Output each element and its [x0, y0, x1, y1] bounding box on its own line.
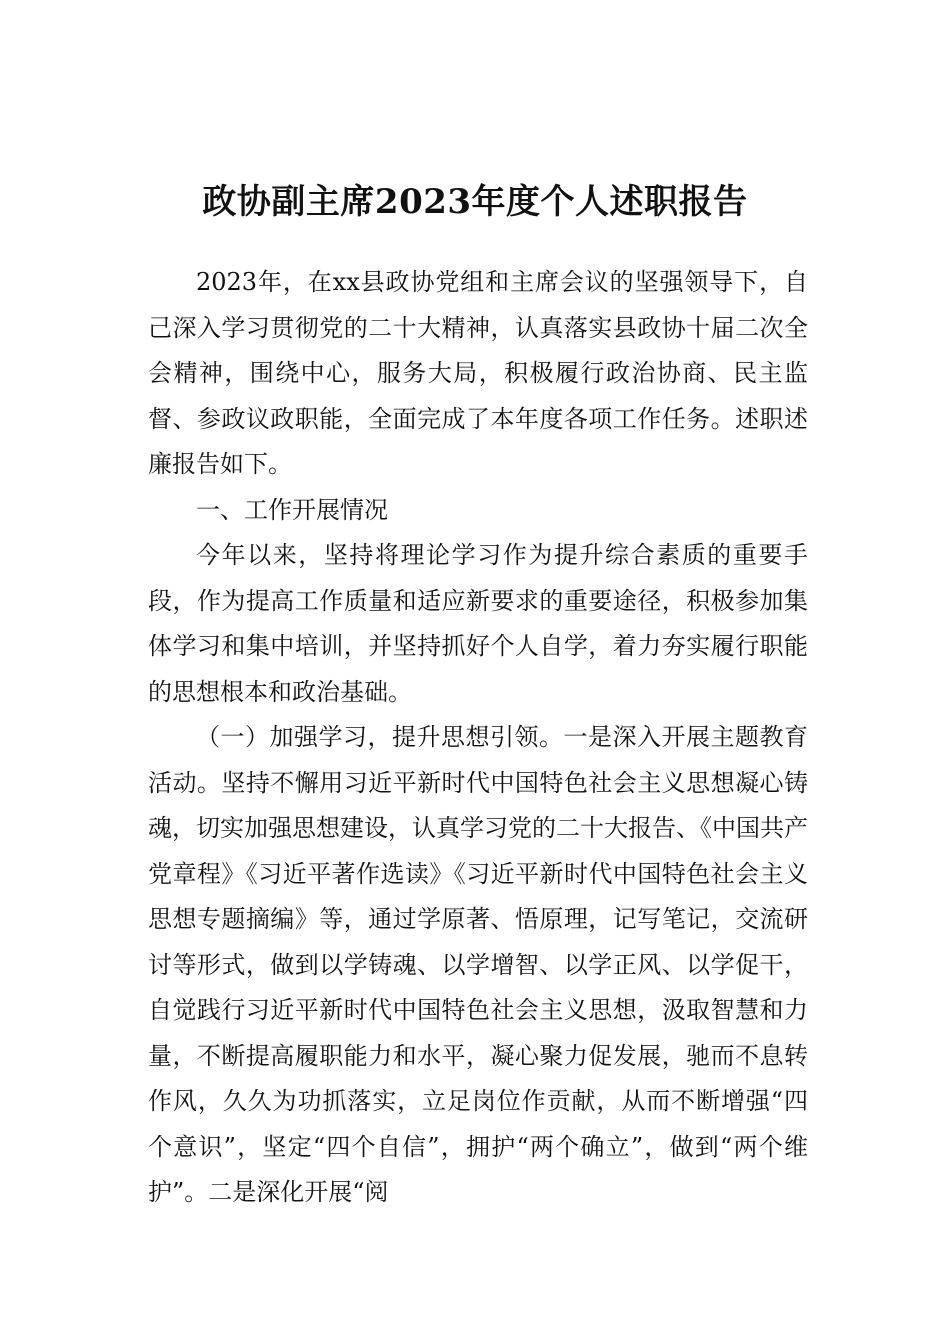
document-title: 政协副主席2023年度个人述职报告	[202, 182, 748, 222]
section-heading: 一、工作开展情况	[196, 495, 388, 524]
body-paragraph: 今年以来，坚持将理论学习作为提升综合素质的重要手段，作为提高工作质量和适应新要求的重要途径，积极参加集体学习和集中培训，并坚持抓好个人自学，着力夯实履行职能的思想根本和政治基础。	[148, 541, 808, 706]
body-paragraph: （一）加强学习，提升思想引领。一是深入开展主题教育活动。坚持不懈用习近平新时代中国特色社会主义思想凝心铸魂，切实加强思想建设，认真学习党的二十大报告、《中国共产党章程》《习近平著作选读》《习近平新时代中国特色社会主义思想专题摘编》等，通过学原著、悟原理，记写笔记，交流研讨等形式，做到以学铸魂、以学增智、以学正风、以学促干，自觉践行习近平新时代中国特色社会主义思想，汲取智慧和力量，不断提高履职能力和水平，凝心聚力促发展，驰而不息转作风，久久为功抓落实，立足岗位作贡献，从而不断增强“四个意识”，坚定“四个自信”，拥护“两个确立”，做到“两个维护”。二是深化开展“阅	[148, 723, 808, 1206]
intro-paragraph: 2023年，在xx县政协党组和主席会议的坚强领导下，自己深入学习贯彻党的二十大精神，认真落实县政协十届二次全会精神，围绕中心，服务大局，积极履行政治协商、民主监督、参政议政职能，全面完成了本年度各项工作任务。述职述廉报告如下。	[148, 268, 808, 478]
document-body	[148, 260, 808, 1216]
